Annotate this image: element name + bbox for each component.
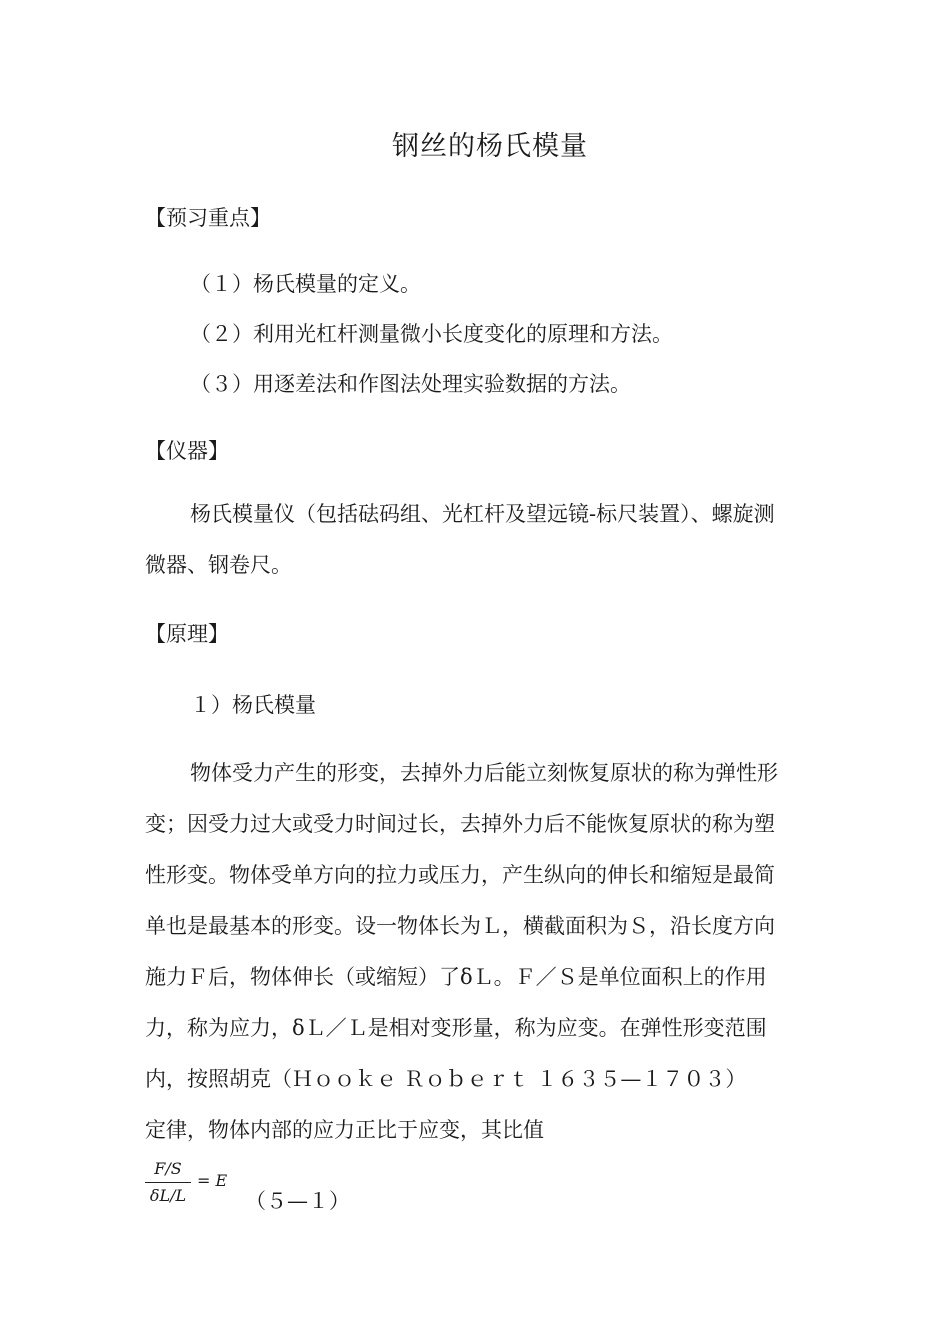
principle-heading: 【原理】 [145, 622, 229, 646]
instruments-line-1: 杨氏模量仪（包括砝码组、光杠杆及望远镜-标尺装置）、螺旋测 [190, 502, 775, 526]
principle-line-5: 施力Ｆ后，物体伸长（或缩短）了δＬ。Ｆ／Ｓ是单位面积上的作用 [145, 965, 767, 989]
principle-line-3: 性形变。物体受单方向的拉力或压力，产生纵向的伸长和缩短是最简 [145, 863, 775, 887]
principle-paragraph [145, 748, 811, 1156]
preview-item-2: （２）利用光杠杆测量微小长度变化的原理和方法。 [190, 322, 673, 346]
formula-number: （５—１） [245, 1189, 350, 1213]
preview-item-1: （１）杨氏模量的定义。 [190, 272, 421, 296]
principle-line-7-part-1: 内，按照胡克（Ｈｏｏｋｅ [145, 1067, 397, 1091]
formula-denominator: δL/L [149, 1186, 187, 1205]
formula-numerator: F/S [154, 1159, 182, 1178]
formula-fraction [145, 1158, 191, 1207]
formula-equals-e: = E [197, 1171, 228, 1190]
principle-line-2: 变；因受力过大或受力时间过长，去掉外力后不能恢复原状的称为塑 [145, 812, 775, 836]
instruments-heading: 【仪器】 [145, 439, 229, 463]
instruments-line-2: 微器、钢卷尺。 [145, 553, 292, 577]
page-title: 钢丝的杨氏模量 [392, 131, 588, 162]
preview-heading: 【预习重点】 [145, 206, 271, 230]
principle-line-6: 力，称为应力，δＬ／Ｌ是相对变形量，称为应变。在弹性形变范围 [145, 1016, 767, 1040]
principle-line-1: 物体受力产生的形变，去掉外力后能立刻恢复原状的称为弹性形 [190, 761, 778, 785]
principle-subheading: １）杨氏模量 [190, 693, 316, 717]
principle-line-8: 定律，物体内部的应力正比于应变，其比值 [145, 1118, 544, 1142]
principle-line-7 [145, 1054, 807, 1105]
principle-line-7-part-3: １６３５—１７０３） [536, 1067, 747, 1091]
formula-fraction-bar [145, 1182, 191, 1183]
principle-line-4: 单也是最基本的形变。设一物体长为Ｌ，横截面积为Ｓ，沿长度方向 [145, 914, 775, 938]
instruments-paragraph [145, 489, 811, 591]
preview-item-3: （３）用逐差法和作图法处理实验数据的方法。 [190, 372, 631, 396]
principle-line-7-part-2: Ｒｏｂｅｒｔ [403, 1067, 530, 1091]
